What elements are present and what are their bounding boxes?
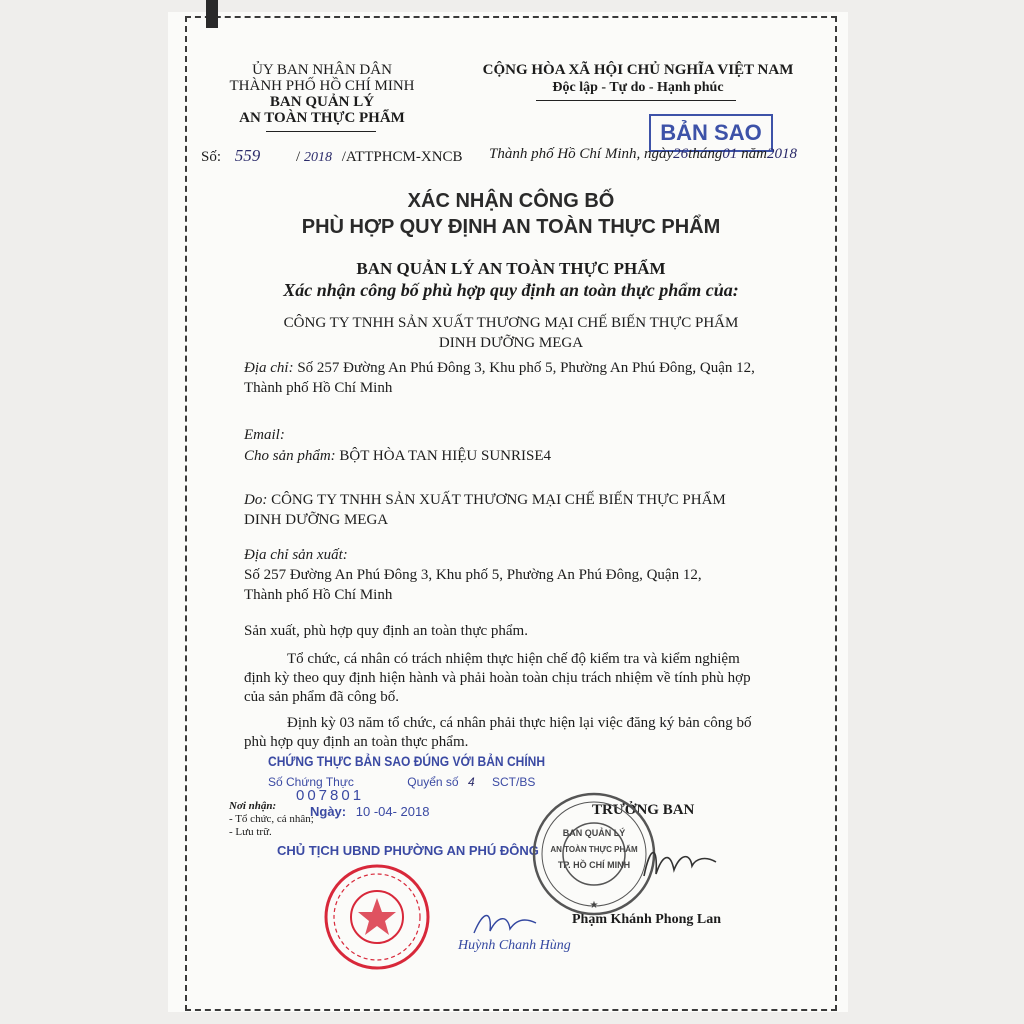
certify-stamp-title: CHỨNG THỰC BẢN SAO ĐÚNG VỚI BẢN CHÍNH — [268, 753, 546, 769]
issuer-block — [212, 62, 432, 126]
seal-line1: BAN QUẢN LÝ — [562, 828, 626, 838]
producer: Do: CÔNG TY TNHH SẢN XUẤT THƯƠNG MẠI CHẾ BIẾN THỰC PHẨM DINH DƯỠNG MEGA — [244, 492, 726, 528]
email-label: Email: — [244, 427, 285, 443]
scan-mark — [206, 0, 218, 28]
copy-stamp: BẢN SAO — [649, 114, 773, 152]
company-address: Địa chỉ: Số 257 Đường An Phú Đông 3, Khu phố 5, Phường An Phú Đông, Quận 12, Thành phố Hồ Chí Minh — [244, 360, 755, 396]
paragraph-1: Sản xuất, phù hợp quy định an toàn thực phẩm. — [244, 623, 528, 639]
seal-line2: AN TOÀN THỰC PHẨM — [550, 845, 638, 854]
national-line1: CỘNG HÒA XÃ HỘI CHỦ NGHĨA VIỆT NAM — [482, 62, 794, 78]
product-name: BỘT HÒA TAN HIỆU SUNRISE4 — [339, 448, 552, 464]
certify-stamp-number-row: Số Chứng Thực Quyển số 4 SCT/BS — [268, 775, 536, 789]
title-line1: XÁC NHẬN CÔNG BỐ — [407, 190, 615, 212]
motto: Độc lập - Tự do - Hạnh phúc — [552, 80, 724, 95]
paragraph-2: Tổ chức, cá nhân có trách nhiệm thực hiện chế độ kiểm tra và kiểm nghiệm định kỳ theo quy định hiện hành và phải hoàn toàn chịu trách nhiệm về tính phù hợp của sản phẩm đã công bố. — [244, 651, 751, 705]
company-name: CÔNG TY TNHH SẢN XUẤT THƯƠNG MẠI CHẾ BIẾN THỰC PHẨM DINH DƯỠNG MEGA — [283, 315, 739, 351]
motto-underline — [536, 100, 736, 101]
issuer-line2: THÀNH PHỐ HỒ CHÍ MINH — [229, 78, 415, 94]
seal-star-icon: ★ — [589, 900, 599, 911]
issuer-underline — [266, 131, 376, 132]
signature-scribble — [640, 836, 720, 886]
issuer-line1: ỦY BAN NHÂN DÂN — [252, 62, 392, 78]
signer-name: Phạm Khánh Phong Lan — [572, 912, 721, 927]
ref-year-handwritten: 2018 — [303, 150, 332, 165]
product-line: Cho sản phẩm: BỘT HÒA TAN HIỆU SUNRISE4 — [244, 448, 552, 464]
official-seal — [530, 790, 658, 918]
document-title — [185, 188, 837, 240]
authority-name: BAN QUẢN LÝ AN TOÀN THỰC PHẨM — [356, 259, 666, 278]
issuer-line3: BAN QUẢN LÝ — [269, 94, 375, 110]
production-address: Địa chỉ sản xuất: Số 257 Đường An Phú Đông 3, Khu phố 5, Phường An Phú Đông, Quận 12, Thành phố Hồ Chí Minh — [244, 547, 702, 603]
issue-date: Thành phố Hồ Chí Minh, ngày26tháng01 năm2018 — [489, 146, 797, 162]
reference-number: Số: 559 / 2018 /ATTPHCM-XNCB — [201, 146, 463, 165]
seal-line3: TP. HỒ CHÍ MINH — [557, 860, 631, 870]
ref-number-handwritten: 559 — [234, 146, 261, 165]
recipients-block: Nơi nhận: - Tổ chức, cá nhân; - Lưu trữ. — [229, 800, 314, 838]
issuer-line4: AN TOÀN THỰC PHẨM — [239, 110, 405, 126]
certify-signer-name: Huỳnh Chanh Hùng — [458, 938, 571, 953]
title-line2: PHÙ HỢP QUY ĐỊNH AN TOÀN THỰC PHẨM — [301, 216, 721, 238]
paragraph-3: Định kỳ 03 năm tổ chức, cá nhân phải thực hiện lại việc đăng ký bản công bố phù hợp quy định an toàn thực phẩm. — [244, 715, 752, 750]
certify-chairman-title: CHỦ TỊCH UBND PHƯỜNG AN PHÚ ĐÔNG — [277, 843, 539, 858]
national-title — [468, 62, 808, 96]
certify-stamp-date: Ngày: 10 -04- 2018 — [310, 804, 430, 819]
certify-stamp-serial: 007801 — [296, 787, 365, 804]
red-ward-seal — [322, 862, 432, 972]
signer-title: TRƯỞNG BAN — [592, 802, 695, 818]
authority-subtitle: Xác nhận công bố phù hợp quy định an toàn thực phẩm của: — [283, 280, 739, 300]
red-signature-scribble — [470, 905, 540, 941]
